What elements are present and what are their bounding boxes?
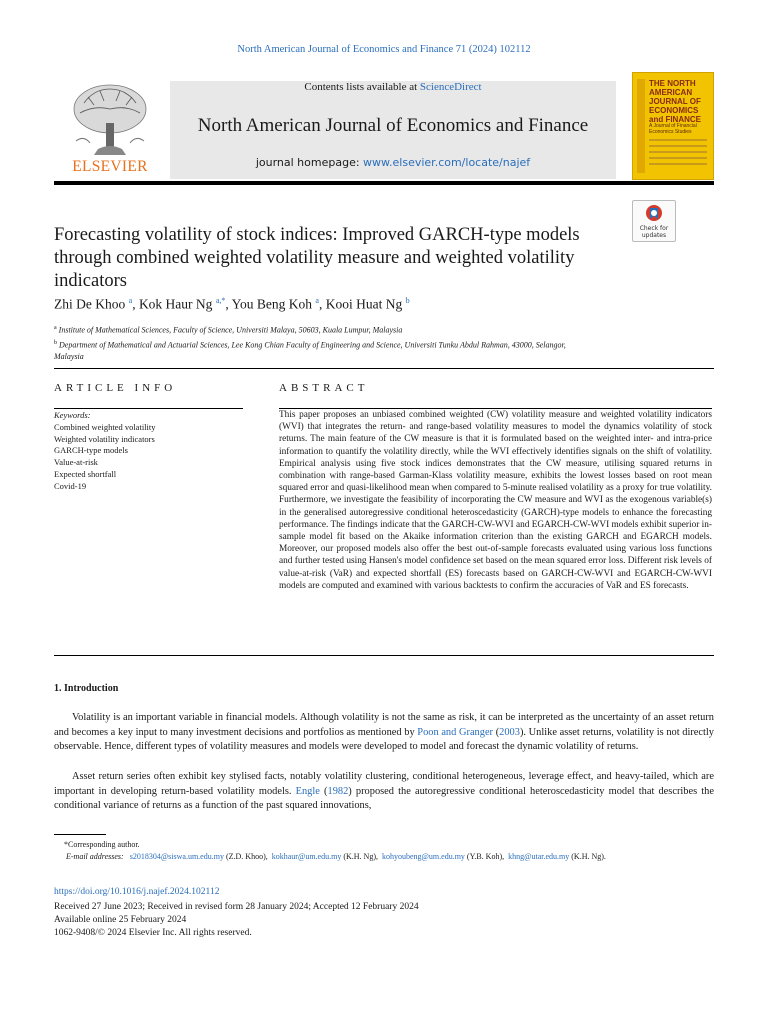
email-owner: (Y.B. Koh), — [466, 852, 505, 861]
article-info-rule — [54, 408, 243, 409]
paragraph-text: Asset return series often exhibit key stylised facts, notably volatility clustering, conditional heterogeneous, leverage effect, and heavy-tailed, which are important in developing return-based volatility models. — [54, 771, 714, 797]
author-affiliation-marker[interactable]: a — [128, 296, 133, 305]
footnote-star: * — [64, 840, 68, 849]
keyword-item: Expected shortfall — [54, 468, 117, 479]
footnote-rule — [54, 834, 106, 835]
section-rule — [54, 655, 714, 656]
paragraph-text: ). Unlike asset returns, volatility is not directly observable. Hence, different types of volatility measures and models were developed to model and forecast the dynamic volatility of returns. — [54, 726, 714, 753]
intro-paragraph-1 — [54, 711, 714, 755]
contents-prefix: Contents lists available at — [304, 81, 420, 93]
citation-year-link[interactable]: 2003 — [499, 726, 520, 738]
author-affiliation-marker[interactable]: b — [405, 296, 410, 305]
publisher-name: ELSEVIER — [72, 158, 148, 175]
corresponding-author-note — [54, 839, 714, 851]
keywords-label: Keywords: — [54, 410, 91, 420]
author-affiliation-marker[interactable]: a — [315, 296, 319, 305]
citation-link[interactable]: Poon and Granger — [417, 726, 494, 738]
author-list: Zhi De Khoo $^a$, Kok Haur Ng $^{a,*}$, You Beng Koh $^a$, Kooi Huat Ng $^b$ — [54, 296, 410, 312]
paragraph-text: ) proposed the autoregressive conditional heteroscedasticity model that describes the conditional variance of returns as a function of the past squared innovations, — [54, 785, 714, 812]
check-for-updates-label: Check for updates — [639, 225, 669, 239]
keyword-item: Combined weighted volatility — [54, 421, 156, 432]
received-dates: Received 27 June 2023; Received in revised form 28 January 2024; Accepted 12 February 2024 — [54, 902, 419, 912]
email-addresses — [54, 851, 714, 863]
author-name[interactable]: You Beng Koh — [231, 296, 313, 312]
homepage-link[interactable]: www.elsevier.com/locate/najef — [363, 156, 531, 169]
sciencedirect-link[interactable]: ScienceDirect — [419, 81, 482, 93]
keyword-item: Weighted volatility indicators — [54, 433, 155, 444]
journal-homepage-line — [170, 156, 616, 169]
header-rule — [54, 181, 714, 185]
email-owner: (Z.D. Khoo), — [225, 852, 268, 861]
homepage-prefix: journal homepage: — [255, 156, 364, 169]
keywords-list — [54, 410, 243, 493]
affiliation-a — [54, 322, 574, 337]
email-owner: (K.H. Ng), — [343, 852, 378, 861]
affiliation-marker: b — [54, 339, 57, 346]
journal-title[interactable]: North American Journal of Economics and Finance — [197, 115, 589, 136]
cover-spine-strip — [637, 79, 645, 173]
cover-title: THE NORTH AMERICAN JOURNAL OF ECONOMICS and FINANCE — [649, 79, 701, 124]
copyright: 1062-9408/© 2024 Elsevier Inc. All rights reserved. — [54, 928, 252, 938]
journal-citation[interactable]: North American Journal of Economics and Finance 71 (2024) 102112 — [237, 44, 531, 55]
author-name[interactable]: Kok Haur Ng — [138, 296, 213, 312]
citation-link[interactable]: Engle — [295, 785, 320, 797]
keyword-item: Value-at-risk — [54, 457, 98, 468]
cover-subtitle: A Journal of Financial Economics Studies — [649, 123, 697, 135]
journal-cover-image[interactable] — [632, 72, 714, 180]
keyword-item: Covid-19 — [54, 480, 87, 491]
affiliations — [54, 322, 574, 363]
email-label: E-mail addresses: — [66, 852, 124, 861]
keyword-item: GARCH-type models — [54, 445, 128, 456]
available-online: Available online 25 February 2024 — [54, 915, 187, 925]
email-owner: (K.H. Ng). — [571, 852, 606, 861]
intro-paragraph-2 — [54, 770, 714, 814]
paragraph-text: ( — [319, 785, 328, 797]
email-link[interactable]: kohyoubeng@um.edu.my — [382, 852, 465, 861]
check-for-updates-button[interactable] — [632, 200, 676, 242]
affiliation-text: Institute of Mathematical Sciences, Faculty of Science, Universiti Malaya, 50603, Kuala Lumpur, Malaysia — [58, 325, 403, 335]
article-info-heading: ARTICLE INFO — [54, 382, 177, 394]
article-history — [54, 901, 419, 940]
affiliation-text: Department of Mathematical and Actuarial Sciences, Lee Kong Chian Faculty of Engineering and Science, Universiti Tunku Abdul Rahman, 43000, Selangor, Malaysia — [54, 340, 566, 362]
doi-link[interactable]: https://doi.org/10.1016/j.najef.2024.102112 — [54, 887, 220, 897]
abstract-body: This paper proposes an unbiased combined weighted (CW) volatility measure and weighted volatility indicators (WVI) that integrates the return- and range-based volatility measures to model the dynamics volatility of stock returns. The main feature of the CW measure is that it is formulated based on the weighted inter- and intra-price information to quantify the volatility directly, while the WVI effectively identifies signals on the shift of volatility. Empirical analysis using five stock indices demonstrates that the CW measure, utilising squared returns in combination with range-based Garman-Klass volatility measure, exhibits the lowest losses based on root mean squared error and quasi-likelihood mean when compared to 5-minute realised volatility as a proxy for true volatility. Furthermore, we investigate the feasibility of incorporating the CW measure and WVI as the exogenous variable(s) in the generalised autoregressive conditional heteroscedasticity (GARCH)-type models to enhance the forecasting performance. The findings indicate that the GARCH-CW-WVI and EGARCH-CW-WVI models exhibit superior in-sample model fit based on the Akaike information criterion than the existing GARCH and EGARCH models. Moreover, our proposed models also offer the best out-of-sample forecasts evaluated using various loss functions and further tested using Hansen's model confidence set based on the mean squared error loss. Different risk levels of value-at-risk (VaR) and expected shortfall (ES) forecasts based on GARCH-CW-WVI and EGARCH-CW-WVI models are computed and examined with various backtests to confirm the accuracies of VaR and ES forecasts. — [279, 410, 712, 591]
author-name[interactable]: Zhi De Khoo — [54, 296, 126, 312]
contents-available-line — [170, 81, 616, 93]
abstract-heading: ABSTRACT — [279, 382, 369, 394]
crossmark-icon — [645, 204, 663, 224]
author-affiliation-marker[interactable]: a,* — [215, 296, 226, 305]
email-link[interactable]: kokhaur@um.edu.my — [271, 852, 342, 861]
author-name[interactable]: Kooi Huat Ng — [325, 296, 403, 312]
citation-year-link[interactable]: 1982 — [327, 785, 349, 797]
affiliation-marker: a — [54, 325, 57, 331]
article-title: Forecasting volatility of stock indices: Improved GARCH-type models through combined weighted volatility measure and weighted volatility indicators — [54, 225, 580, 291]
footnote — [54, 839, 714, 863]
email-link[interactable]: s2018304@siswa.um.edu.my — [129, 852, 224, 861]
introduction-heading: 1. Introduction — [54, 683, 119, 694]
email-link[interactable]: khng@utar.edu.my — [508, 852, 570, 861]
cover-text-lines — [649, 139, 707, 169]
paragraph-text: ( — [493, 726, 500, 738]
paragraph-text: Volatility is an important variable in financial models. Although volatility is not the same as risk, it can be interpreted as the uncertainty of an asset return and becomes a key input to many investment decisions and portfolios as mentioned by — [54, 712, 714, 738]
section-rule — [54, 368, 714, 369]
corresponding-label: Corresponding author. — [68, 840, 140, 849]
affiliation-b — [54, 337, 574, 364]
